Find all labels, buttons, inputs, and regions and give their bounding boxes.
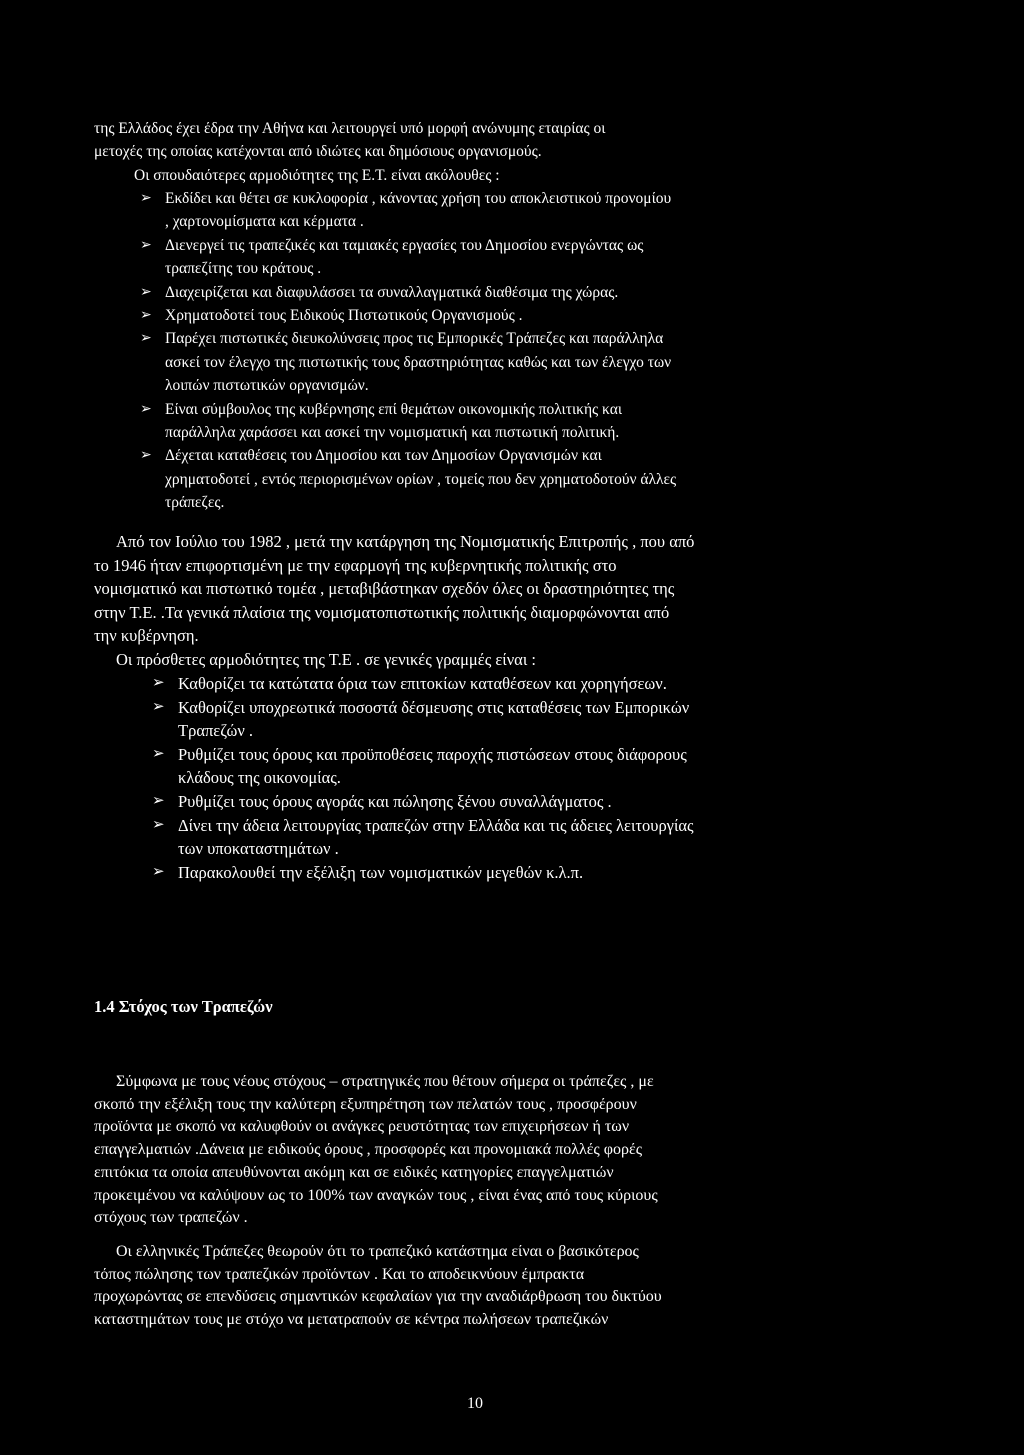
section-paragraph-2 — [94, 1241, 994, 1332]
list-item — [152, 743, 1002, 790]
paragraph-line: την κυβέρνηση. — [94, 626, 199, 646]
bullet-arrow-icon: ➢ — [152, 675, 165, 691]
list-item — [152, 790, 1002, 814]
paragraph-line: Από τον Ιούλιο του 1982 , μετά την κατάργηση της Νομισματικής Επιτροπής , που από — [116, 532, 695, 551]
paragraph-line: προϊόντα με σκοπό να καλυφθούν οι ανάγκες ρευστότητας των επιχειρήσεων ή των — [94, 1118, 630, 1136]
intro-line: Οι σπουδαιότερες αρμοδιότητες της Ε.Τ. είναι ακόλουθες : — [134, 166, 500, 184]
paragraph-line: νομισματικό και πιστωτικό τομέα , μεταβιβάστηκαν σχεδόν όλες οι δραστηριότητες της — [94, 579, 675, 599]
bullet-arrow-icon: ➢ — [152, 698, 165, 715]
list-item-line: Καθορίζει τα κατώτατα όρια των επιτοκίων καταθέσεων και χορηγήσεων. — [178, 674, 667, 693]
list-item-line: Καθορίζει υποχρεωτικά ποσοστά δέσμευσης στις καταθέσεις των Εμπορικών — [178, 697, 690, 717]
intro-line: της Ελλάδος έχει έδρα την Αθήνα και λειτουργεί υπό μορφή ανώνυμης εταιρίας οι — [94, 120, 606, 137]
list-item-line: Ρυθμίζει τους όρους αγοράς και πώλησης ξένου συναλλάγματος . — [178, 791, 612, 811]
list-item-line: κλάδους της οικονομίας. — [178, 768, 341, 788]
list-item — [140, 444, 1000, 514]
list-item — [140, 398, 1000, 445]
list-item-line: Τραπεζών . — [178, 721, 254, 741]
intro-line: μετοχές της οποίας κατέχονται από ιδιώτες και δημόσιους οργανισμούς. — [94, 143, 542, 161]
paragraph-line: σκοπό την εξέλιξη τους την καλύτερη εξυπηρέτηση των πελατών τους , προσφέρουν — [94, 1095, 637, 1113]
list-item-line: Είναι σύμβουλος της κυβέρνησης επί θεμάτων οικονομικής πολιτικής και — [165, 400, 623, 418]
list-item — [152, 814, 1002, 861]
list-item-line: λοιπών πιστωτικών οργανισμών. — [165, 377, 369, 395]
paragraph-line: προχωρώντας σε επενδύσεις σημαντικών κεφαλαίων για την αναδιάρθρωση του δικτύου — [94, 1288, 662, 1306]
list-item-line: Χρηματοδοτεί τους Ειδικούς Πιστωτικούς Οργανισμούς . — [165, 307, 523, 325]
paragraph-line: επιτόκια τα οποία απευθύνονται ακόμη και σε ειδικές κατηγορίες επαγγελματιών — [94, 1163, 614, 1181]
list-item — [140, 187, 1000, 234]
bullet-arrow-icon: ➢ — [152, 745, 165, 762]
list-item-line: ασκεί τον έλεγχο της πιστωτικής τους δραστηριότητας καθώς και των έλεγχο των — [165, 353, 672, 371]
history-paragraph — [94, 530, 994, 672]
bullet-arrow-icon: ➢ — [140, 237, 152, 253]
bullet-arrow-icon: ➢ — [140, 308, 152, 324]
list-item — [140, 327, 1000, 397]
list-item — [152, 672, 1002, 696]
page-number: 10 — [467, 1395, 483, 1412]
section-paragraph-1 — [94, 1071, 994, 1230]
paragraph-line: το 1946 ήταν επιφορτισμένη με την εφαρμογή της κυβερνητικής πολιτικής στο — [94, 555, 617, 575]
list-item — [140, 304, 1000, 327]
duties-list — [140, 187, 1000, 515]
section-heading: 1.4 Στόχος των Τραπεζών — [94, 997, 273, 1016]
list-item-line: χρηματοδοτεί , εντός περιορισμένων ορίων , τομείς που δεν χρηματοδοτούν άλλες — [165, 470, 677, 488]
bullet-arrow-icon: ➢ — [140, 401, 152, 417]
bullet-arrow-icon: ➢ — [140, 448, 152, 464]
list-item — [140, 234, 1000, 281]
paragraph-line: στόχους των τραπεζών . — [94, 1209, 248, 1227]
bullet-arrow-icon: ➢ — [140, 191, 152, 206]
list-item-line: Παρακολουθεί την εξέλιξη των νομισματικών μεγεθών κ.λ.π. — [178, 862, 584, 882]
paragraph-line: Οι πρόσθετες αρμοδιότητες της Τ.Ε . σε γενικές γραμμές είναι : — [116, 649, 536, 669]
bullet-arrow-icon: ➢ — [152, 792, 165, 809]
list-item-line: Ρυθμίζει τους όρους και προϋποθέσεις παροχής πιστώσεων στους διάφορους — [178, 744, 687, 764]
list-item-line: Διενεργεί τις τραπεζικές και ταμιακές εργασίες του Δημοσίου ενεργώντας ως — [165, 236, 644, 254]
list-item-line: Παρέχει πιστωτικές διευκολύνσεις προς τις Εμπορικές Τράπεζες και παράλληλα — [165, 330, 664, 348]
paragraph-line: καταστημάτων τους με στόχο να μετατραπούν σε κέντρα πωλήσεων τραπεζικών — [94, 1311, 609, 1329]
list-item-line: Δίνει την άδεια λειτουργίας τραπεζών στην Ελλάδα και τις άδειες λειτουργίας — [178, 815, 694, 835]
list-item — [152, 696, 1002, 743]
paragraph-line: τόπος πώλησης των τραπεζικών προϊόντων . Και το αποδεικνύουν έμπρακτα — [94, 1265, 585, 1283]
list-item — [152, 861, 1002, 885]
bullet-arrow-icon: ➢ — [140, 331, 152, 347]
list-item-line: , χαρτονομίσματα και κέρματα . — [165, 213, 364, 231]
list-item-line: τραπεζίτης του κράτους . — [165, 260, 322, 278]
list-item-line: τράπεζες. — [165, 494, 225, 512]
list-item-line: Διαχειρίζεται και διαφυλάσσει τα συναλλαγματικά διαθέσιμα της χώρας. — [165, 283, 619, 301]
intro-text — [94, 117, 605, 187]
paragraph-line: Οι ελληνικές Τράπεζες θεωρούν ότι το τραπεζικό κατάστημα είναι ο βασικότερος — [116, 1243, 639, 1260]
additional-duties-list — [152, 672, 1002, 884]
bullet-arrow-icon: ➢ — [140, 284, 152, 300]
list-item — [140, 281, 1000, 304]
bullet-arrow-icon: ➢ — [152, 863, 165, 880]
list-item-line: Εκδίδει και θέτει σε κυκλοφορία , κάνοντας χρήση του αποκλειστικού προνομίου — [165, 190, 672, 207]
list-item-line: παράλληλα χαράσσει και ασκεί την νομισματική και πιστωτική πολιτική. — [165, 424, 620, 442]
paragraph-line: επαγγελματιών .Δάνεια με ειδικούς όρους , προσφορές και προνομιακά πολλές φορές — [94, 1141, 643, 1159]
paragraph-line: στην Τ.Ε. .Τα γενικά πλαίσια της νομισματοπιστωτικής πολιτικής διαμορφώνονται από — [94, 602, 670, 622]
bullet-arrow-icon: ➢ — [152, 816, 165, 833]
list-item-line: Δέχεται καταθέσεις του Δημοσίου και των Δημοσίων Οργανισμών και — [165, 447, 602, 465]
paragraph-line: Σύμφωνα με τους νέους στόχους – στρατηγικές που θέτουν σήμερα οι τράπεζες , με — [116, 1073, 654, 1090]
list-item-line: των υποκαταστημάτων . — [178, 839, 339, 859]
paragraph-line: προκειμένου να καλύψουν ως το 100% των αναγκών τους , είναι ένας από τους κύριους — [94, 1186, 658, 1204]
